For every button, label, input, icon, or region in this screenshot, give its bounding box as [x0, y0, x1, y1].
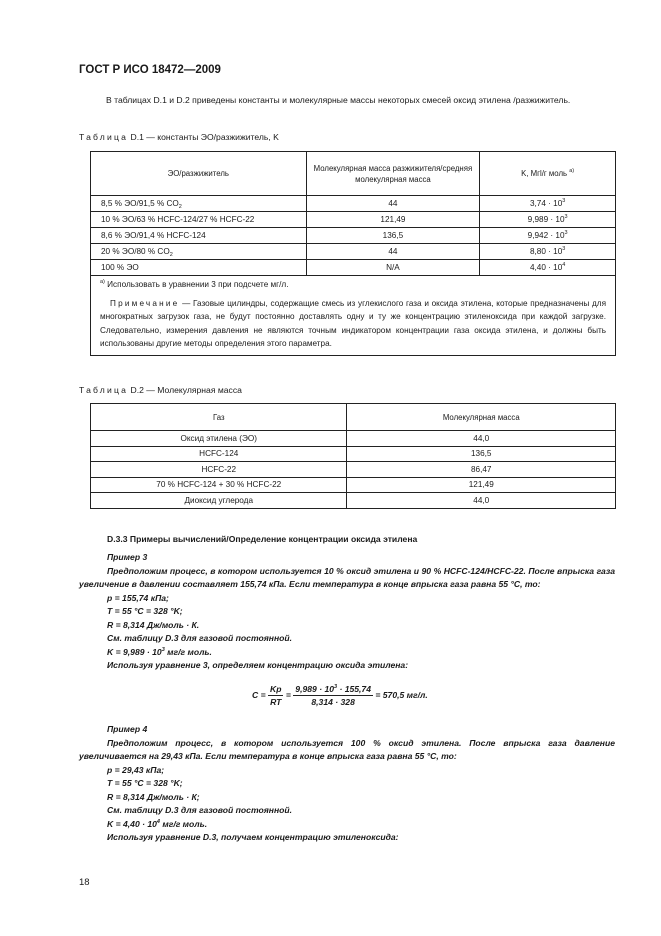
molecular-mass-table [90, 403, 616, 509]
example4-using: Используя уравнение D.3, получаем концентрацию этиленоксида: [107, 832, 399, 842]
table2-caption-label: Таблица [79, 385, 129, 395]
cell-mix: 100 % ЭО [91, 260, 307, 276]
cell-k: $3,74 \cdot 10^3$ [480, 196, 616, 212]
cell-gas: HCFC-22 [91, 462, 347, 478]
col-header-molar-mass: Молекулярная масса разжижителя/средняя молекулярная масса [306, 152, 480, 196]
col-header-mix: ЭО/разжижитель [91, 152, 307, 196]
table-row [91, 431, 616, 447]
example-3 [79, 551, 615, 673]
col-header-mass: Молекулярная масса [347, 404, 616, 431]
cell-mass: 44,0 [347, 493, 616, 509]
table-footnote: $^{а)}$ Использовать в уравнении 3 при подсчете мг/л. [100, 279, 289, 289]
example4-k: $K = 4,40 \cdot 10^4$ мг/г моль. [107, 818, 208, 829]
example3-k: $K = 9,989 \cdot 10^3$ мг/г моль. [107, 646, 212, 657]
cell-k: $9,942 \cdot 10^3$ [480, 228, 616, 244]
example3-text: Предположим процесс, в котором используется 10 % оксид этилена и 90 % HCFC-124/HCFC-22. После впрыска газа увеличение в давлении составляет 155,74 кПа. Если температура в конце впрыска газа равна 55 °C, то: [79, 565, 615, 589]
example4-t: T = 55 °C = 328 °K; [107, 778, 183, 788]
cell-mix: 8,5 % ЭО/91,5 % $CO_2$ [91, 196, 307, 212]
constants-table [90, 151, 616, 356]
cell-gas: HCFC-124 [91, 446, 347, 462]
col-header-k-mark: а) [569, 168, 575, 174]
example3-see: См. таблицу D.3 для газовой постоянной. [107, 633, 293, 643]
cell-gas: Диоксид углерода [91, 493, 347, 509]
example3-p: p = 155,74 кПа; [107, 592, 169, 603]
cell-mix: 8,6 % ЭО/91,4 % HCFC-124 [91, 228, 307, 244]
cell-k: $9,989 \cdot 10^3$ [480, 212, 616, 228]
example4-p: p = 29,43 кПа; [107, 764, 165, 775]
cell-mass: 44 [306, 244, 480, 260]
example3-title: Пример 3 [107, 552, 148, 562]
table-row [91, 228, 616, 244]
table-note: Примечание — Газовые цилиндры, содержащие смесь из углекислого газа и оксида этилена, которые предназначены для многократных загрузок газа, не будут постоянно доставлять одну и ту же концентрацию этиленоксида при каждой загрузке. Следовательно, измерения давления не являются точным индикатором концентрации газа оксида этилена, и должны быть использованы другие методы определения этого параметра. [100, 298, 606, 348]
table-row [91, 446, 616, 462]
table-row [91, 196, 616, 212]
cell-mass: N/A [306, 260, 480, 276]
cell-mass: 121,49 [306, 212, 480, 228]
table2-caption [79, 385, 242, 395]
cell-mix: 20 % ЭО/80 % $CO_2$ [91, 244, 307, 260]
table-notes-row [91, 276, 616, 356]
example4-text: Предположим процесс, в котором используется 100 % оксид этилена. После впрыска газа давление увеличивается на 29,43 кПа. Если температура в конце впрыска газа равна 55 °C, то: [79, 737, 615, 761]
table1-caption [79, 132, 279, 142]
example3-r: R = 8,314 Дж/моль · К. [107, 619, 200, 630]
intro-paragraph: В таблицах D.1 и D.2 приведены константы и молекулярные массы некоторых смесей оксид этилена /разжижитель. [106, 95, 571, 105]
cell-k: $4,40 \cdot 10^4$ [480, 260, 616, 276]
table-row [91, 493, 616, 509]
table2-caption-text: D.2 — Молекулярная масса [130, 385, 242, 395]
col-header-gas: Газ [91, 404, 347, 431]
cell-mass: 136,5 [347, 446, 616, 462]
page-number: 18 [79, 877, 90, 888]
table-row [91, 260, 616, 276]
example3-using: Используя уравнение 3, определяем концентрацию оксида этилена: [107, 660, 409, 670]
table-row [91, 244, 616, 260]
cell-mix: 10 % ЭО/63 % HCFC-124/27 % HCFC-22 [91, 212, 307, 228]
eq-lhs: C = [252, 689, 266, 700]
table-row [91, 462, 616, 478]
table-notes-cell [91, 276, 616, 356]
cell-gas: Оксид этилена (ЭО) [91, 431, 347, 447]
col-header-k [480, 152, 616, 196]
table-row [91, 212, 616, 228]
cell-mass: 44 [306, 196, 480, 212]
example4-r: R = 8,314 Дж/моль · К; [107, 791, 200, 802]
cell-mass: 136,5 [306, 228, 480, 244]
document-header: ГОСТ Р ИСО 18472—2009 [79, 64, 221, 76]
example-4 [79, 723, 615, 845]
example3-t: T = 55 °C = 328 °K; [107, 606, 183, 616]
cell-mass: 44,0 [347, 431, 616, 447]
col-header-k-text: K, Мгl/г моль [521, 169, 568, 178]
equation: C = $\frac{Kp}{RT}$ = $\frac{9,989 \cdot 10^3 \cdot 155,74}{8,314 \cdot 328}$ = 570,5 мг/л. [252, 684, 428, 707]
cell-gas: 70 % HCFC-124 + 30 % HCFC-22 [91, 477, 347, 493]
section-heading: D.3.3 Примеры вычислений/Определение концентрации оксида этилена [107, 534, 418, 544]
eq-frac-1: $\frac{Kp}{RT}$ [270, 684, 282, 707]
cell-k: $8,80 \cdot 10^3$ [480, 244, 616, 260]
table-header-row [91, 152, 616, 196]
example4-see: См. таблицу D.3 для газовой постоянной. [107, 805, 293, 815]
example4-title: Пример 4 [107, 724, 148, 734]
table1-caption-text: D.1 — константы ЭО/разжижитель, K [130, 132, 279, 142]
eq-frac-2: $\frac{9,989 \cdot 10^3 \cdot 155,74}{8,314 \cdot 328}$ [295, 684, 371, 707]
table-header-row [91, 404, 616, 431]
cell-mass: 121,49 [347, 477, 616, 493]
table-row [91, 477, 616, 493]
eq-result: = 570,5 мг/л. [375, 689, 428, 700]
cell-mass: 86,47 [347, 462, 616, 478]
table1-caption-label: Таблица [79, 132, 129, 142]
